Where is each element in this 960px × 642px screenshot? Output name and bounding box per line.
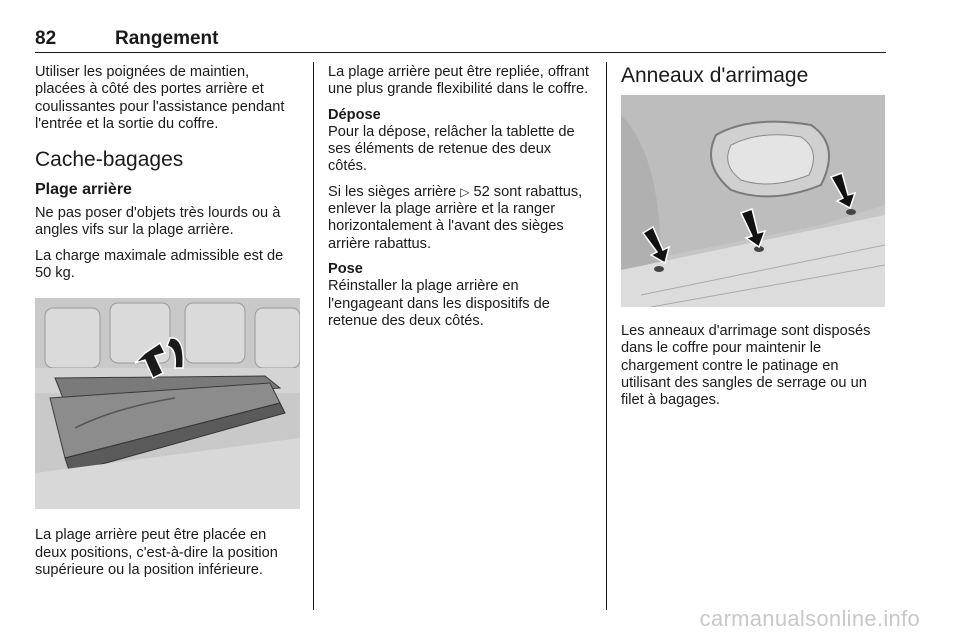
chapter-title: Rangement (115, 28, 219, 49)
paragraph-with-reference (328, 184, 593, 253)
subsection-title: Plage arrière (35, 181, 132, 199)
paragraph: Pour la dépose, relâcher la tablette de ses éléments de retenue des deux côtés. (328, 123, 575, 175)
column-3 (621, 64, 887, 417)
figure-caption: La plage arrière peut être placée en deux positions, c'est-à-dire la position supérieure ou la position inférieure. (35, 527, 278, 578)
lashing-eyes-illustration (621, 95, 885, 307)
intro-paragraph: Utiliser les poignées de maintien, placées à côté des portes arrière et coulissantes pour l'assistance pendant l'entrée et la sortie du coffre. (35, 64, 285, 132)
page-header (35, 24, 886, 53)
triangle-right-icon: ▷ (460, 184, 470, 199)
column-divider (313, 62, 314, 610)
subheading: Dépose (328, 106, 381, 123)
column-2 (328, 64, 593, 338)
column-1 (35, 64, 300, 587)
column-divider (606, 62, 607, 610)
text: Si les sièges arrière (328, 183, 461, 200)
page-number: 82 (35, 28, 57, 49)
paragraph: Ne pas poser d'objets très lourds ou à angles vifs sur la plage arrière. (35, 205, 281, 239)
paragraph: La plage arrière peut être repliée, offrant une plus grande flexibilité dans le coffre. (328, 64, 589, 98)
text: sont rabattus, enlever la plage arrière et la ranger horizontalement à l'avant des sièges arrière rabattus. (328, 183, 583, 252)
figure-caption: Les anneaux d'arrimage sont disposés dans le coffre pour maintenir le chargement contre le patinage en utilisant des sangles de serrage ou un filet à bagages. (621, 323, 871, 409)
section-title: Cache-bagages (35, 148, 184, 172)
section-title: Anneaux d'arrimage (621, 64, 809, 87)
watermark: carmanualsonline.info (699, 606, 920, 631)
page-reference[interactable]: 52 (473, 183, 490, 200)
paragraph: La charge maximale admissible est de 50 kg. (35, 247, 284, 282)
subheading: Pose (328, 260, 363, 277)
paragraph: Réinstaller la plage arrière en l'engageant dans les dispositifs de retenue des deux côtés. (328, 278, 550, 329)
rear-shelf-illustration (35, 298, 300, 509)
